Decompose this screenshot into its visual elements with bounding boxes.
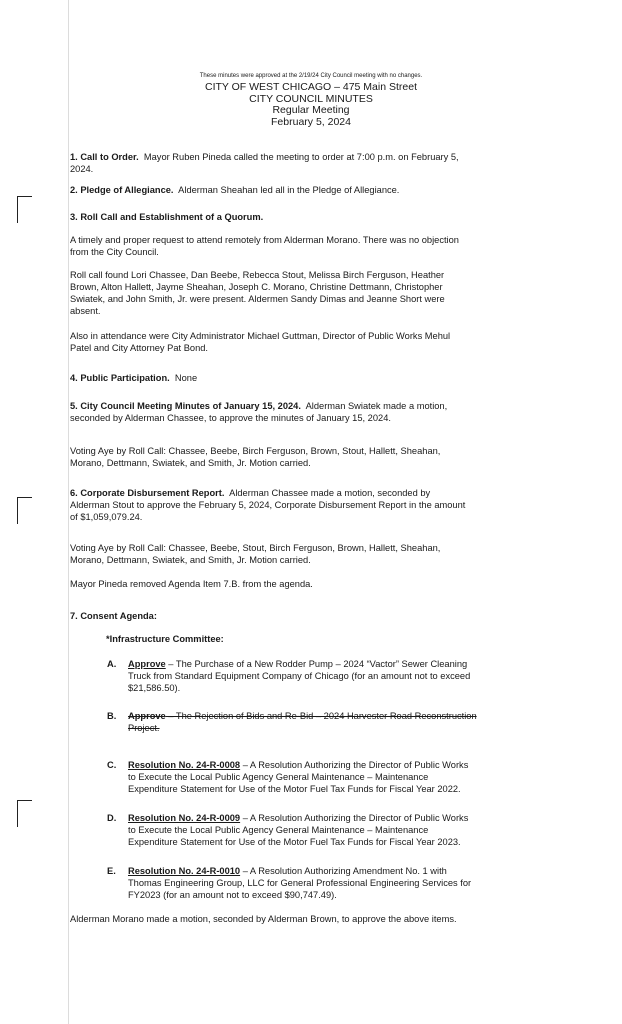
section-call-to-order: 1. Call to Order. Mayor Ruben Pineda called the meeting to order at 7:00 p.m. on February 5, bbox=[70, 152, 459, 162]
section-minutes-approval: 5. City Council Meeting Minutes of January 15, 2024. Alderman Swiatek made a motion, bbox=[70, 401, 448, 411]
struck-item: Approve – The Rejection of Bids and Re-Bid – 2024 Harvester Road Reconstruction bbox=[128, 711, 477, 721]
section-heading: 2. Pledge of Allegiance. bbox=[70, 185, 174, 195]
city-name: CITY OF WEST CHICAGO – 475 Main Street bbox=[204, 81, 417, 93]
section-heading: 6. Corporate Disbursement Report. bbox=[70, 488, 225, 498]
meeting-type: Regular Meeting bbox=[272, 104, 350, 116]
section-public-participation: 4. Public Participation. None bbox=[70, 373, 198, 383]
minutes-page: These minutes were approved at the 2/19/24 City Council meeting with no changes. CITY OF WEST CHICAGO – 475 Main Street CITY COUNCIL MINUTES Regular Meeting February 5, 2024 1. Call to Order. Mayor Ruben Pineda called the meeting to order at 7:00 p.m. on February 5, 2024. 2. Pledge of Allegiance. Alderman Sheahan led all in the Pledge of Allegiance. 3. Roll Call and Establishment of a Quorum. A timely and proper request to attend remotely from Alderman Morano. There was no objection from the City Council. Roll call found Lori Chassee, Dan Beebe, Rebecca Stout, Melissa Birch Ferguson, Heather Brown, Alton Hallett, Jayme Sheahan, Joseph C. Morano, Christine Dettmann, Christopher Swiatek, and John Smith, Jr. were present. Aldermen Sandy Dimas and Jeanne Short were absent. Also in attendance were City Administrator Michael Guttman, Director of Public Works Mehul Patel and City Attorney Pat Bond. 4. Public Participation. None 5. City Council Meeting Minutes of January 15, 2024. Alderman Swiatek made a motion, seconded by Alderman Chassee, to approve the minutes of January 15, 2024. Voting Aye by Roll Call: Chassee, Beebe, Birch Ferguson, Brown, Stout, Hallett, Sheahan, Morano, Dettmann, Swiatek, and Smith, Jr. Motion carried. 6. Corporate Disbursement Report. Alderman Chassee made a motion, seconded by Alderman Stout to approve the February 5, 2024, Corporate Disbursement Report in the amount of $1,059,079.24. Voting Aye by Roll Call: Chassee, Beebe, Stout, Birch Ferguson, Brown, Hallett, Sheahan, Morano, Dettmann, Swiatek, and Smith, Jr. Motion carried. Mayor Pineda removed Agenda Item 7.B. from the agenda. 7. Consent Agenda: *Infrastructure Committee: A. Approve – The Purchase of a New Rodder Pump – 2024 “Vactor” Sewer Cleaning Truck from Standard Equipment Company of Chicago (for an amount not to exceed $21,586.50). B. Approve – The Rejection of Bids and Re-Bid – 2024 Harvester Road Reconstruction Project. C. Resolution No. 24-R-0008 – A Resolution Authorizing the Director of Public Works to Execute the Local Public Agency General Maintenance – Maintenance Expenditure Statement for Use of the Motor Fuel Tax Funds for Fiscal Year 2022. D. Resolution No. 24-R-0009 – A Resolution Authorizing the Director of Public Works to Execute the Local Public Agency General Maintenance – Maintenance Expenditure Statement for Use of the Motor Fuel Tax Funds for Fiscal Year 2023. E. Resolution No. 24-R-0010 – A Resolution Authorizing Amendment No. 1 with Thomas Engineering Group, LLC for General Professional Engineering Services for FY2023 (for an amount not to exceed $90,747.49). Alderman Morano made a motion, seconded by Alderman Brown, to approve the above items. bbox=[0, 0, 622, 1024]
section-disbursement: 6. Corporate Disbursement Report. Alderman Chassee made a motion, seconded by bbox=[70, 488, 431, 498]
agenda-item-d: D. bbox=[107, 813, 117, 823]
item-key: Resolution No. 24-R-0008 bbox=[128, 760, 241, 770]
section-roll-call bbox=[70, 212, 263, 223]
document-title: CITY COUNCIL MINUTES bbox=[249, 92, 373, 105]
agenda-item-a: A. bbox=[107, 659, 117, 669]
meeting-date: February 5, 2024 bbox=[271, 115, 351, 128]
document-header bbox=[0, 82, 622, 128]
item-key: Resolution No. 24-R-0010 bbox=[128, 866, 241, 876]
scan-edge-line bbox=[68, 0, 69, 1024]
section-heading: 4. Public Participation. bbox=[70, 373, 170, 383]
agenda-item-c: C. bbox=[107, 760, 117, 770]
agenda-item-b: B. bbox=[107, 711, 117, 721]
committee-label: *Infrastructure Committee: bbox=[106, 634, 224, 644]
consent-motion: Alderman Morano made a motion, seconded by Alderman Brown, to approve the above items. bbox=[70, 914, 457, 924]
binder-mark bbox=[17, 800, 32, 827]
agenda-item-e: E. bbox=[107, 866, 116, 876]
item-key: Approve bbox=[128, 659, 166, 669]
section-heading: 7. Consent Agenda: bbox=[70, 611, 157, 621]
section-heading: 3. Roll Call and Establishment of a Quorum. bbox=[70, 212, 264, 222]
approval-note: These minutes were approved at the 2/19/24 City Council meeting with no changes. bbox=[199, 73, 423, 79]
section-heading: 5. City Council Meeting Minutes of January 15, 2024. bbox=[70, 401, 301, 411]
item-key: Resolution No. 24-R-0009 bbox=[128, 813, 241, 823]
section-heading: 1. Call to Order. bbox=[70, 152, 139, 162]
binder-mark bbox=[17, 196, 32, 223]
section-pledge: 2. Pledge of Allegiance. Alderman Sheahan led all in the Pledge of Allegiance. bbox=[70, 185, 400, 195]
section-consent-agenda bbox=[70, 611, 157, 622]
binder-mark bbox=[17, 497, 32, 524]
